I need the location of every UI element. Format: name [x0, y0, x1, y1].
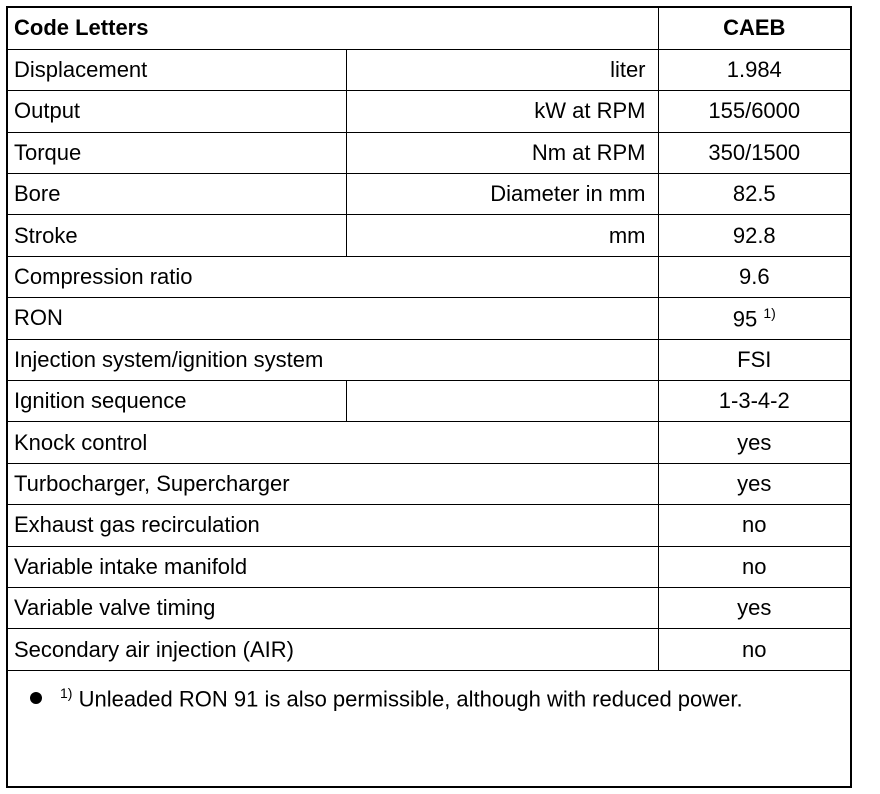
- table-row: [8, 215, 850, 256]
- row-label: Ignition sequence: [8, 381, 346, 422]
- row-value: 155/6000: [658, 91, 850, 132]
- table-row: [8, 587, 850, 628]
- row-value: no: [658, 629, 850, 670]
- row-unit: Nm at RPM: [346, 132, 658, 173]
- table-row: [8, 505, 850, 546]
- footnote-marker: 1): [60, 684, 73, 701]
- row-unit: Diameter in mm: [346, 174, 658, 215]
- row-value: no: [658, 546, 850, 587]
- table-row: [8, 629, 850, 670]
- row-label: Torque: [8, 132, 346, 173]
- row-value: 1-3-4-2: [658, 381, 850, 422]
- footnote: [8, 670, 850, 726]
- header-value: CAEB: [658, 8, 850, 49]
- row-label: Exhaust gas recirculation: [8, 505, 658, 546]
- table-row: [8, 256, 850, 297]
- table-row: [8, 91, 850, 132]
- row-label: Turbocharger, Supercharger: [8, 463, 658, 504]
- row-unit: liter: [346, 49, 658, 90]
- header-row: [8, 8, 850, 49]
- row-unit: mm: [346, 215, 658, 256]
- row-label: Bore: [8, 174, 346, 215]
- row-value: 1.984: [658, 49, 850, 90]
- row-label: Injection system/ignition system: [8, 339, 658, 380]
- table-row: [8, 298, 850, 339]
- row-value: yes: [658, 463, 850, 504]
- row-value: [658, 298, 850, 339]
- engine-spec-sheet: [6, 6, 852, 788]
- footnote-text: Unleaded RON 91 is also permissible, although with reduced power.: [78, 686, 743, 712]
- row-value: yes: [658, 422, 850, 463]
- table-row: [8, 174, 850, 215]
- row-value: 9.6: [658, 256, 850, 297]
- row-label: Compression ratio: [8, 256, 658, 297]
- engine-spec-table: [8, 8, 850, 726]
- footnote-ref: 1): [763, 304, 776, 321]
- row-label: Stroke: [8, 215, 346, 256]
- row-label: Output: [8, 91, 346, 132]
- table-row: [8, 132, 850, 173]
- row-value: no: [658, 505, 850, 546]
- header-label: Code Letters: [8, 8, 658, 49]
- table-row: [8, 381, 850, 422]
- row-unit: [346, 381, 658, 422]
- row-label: Secondary air injection (AIR): [8, 629, 658, 670]
- table-row: [8, 546, 850, 587]
- table-row: [8, 339, 850, 380]
- table-row: [8, 49, 850, 90]
- table-row: [8, 463, 850, 504]
- row-value: 82.5: [658, 174, 850, 215]
- row-value: 92.8: [658, 215, 850, 256]
- row-value: yes: [658, 587, 850, 628]
- table-row: [8, 422, 850, 463]
- row-label: RON: [8, 298, 658, 339]
- row-value: FSI: [658, 339, 850, 380]
- row-unit: kW at RPM: [346, 91, 658, 132]
- ron-value: 95: [732, 306, 758, 332]
- row-value: 350/1500: [658, 132, 850, 173]
- footnote-row: [8, 670, 850, 726]
- row-label: Knock control: [8, 422, 658, 463]
- bullet-icon: [30, 692, 42, 704]
- row-label: Displacement: [8, 49, 346, 90]
- row-label: Variable valve timing: [8, 587, 658, 628]
- row-label: Variable intake manifold: [8, 546, 658, 587]
